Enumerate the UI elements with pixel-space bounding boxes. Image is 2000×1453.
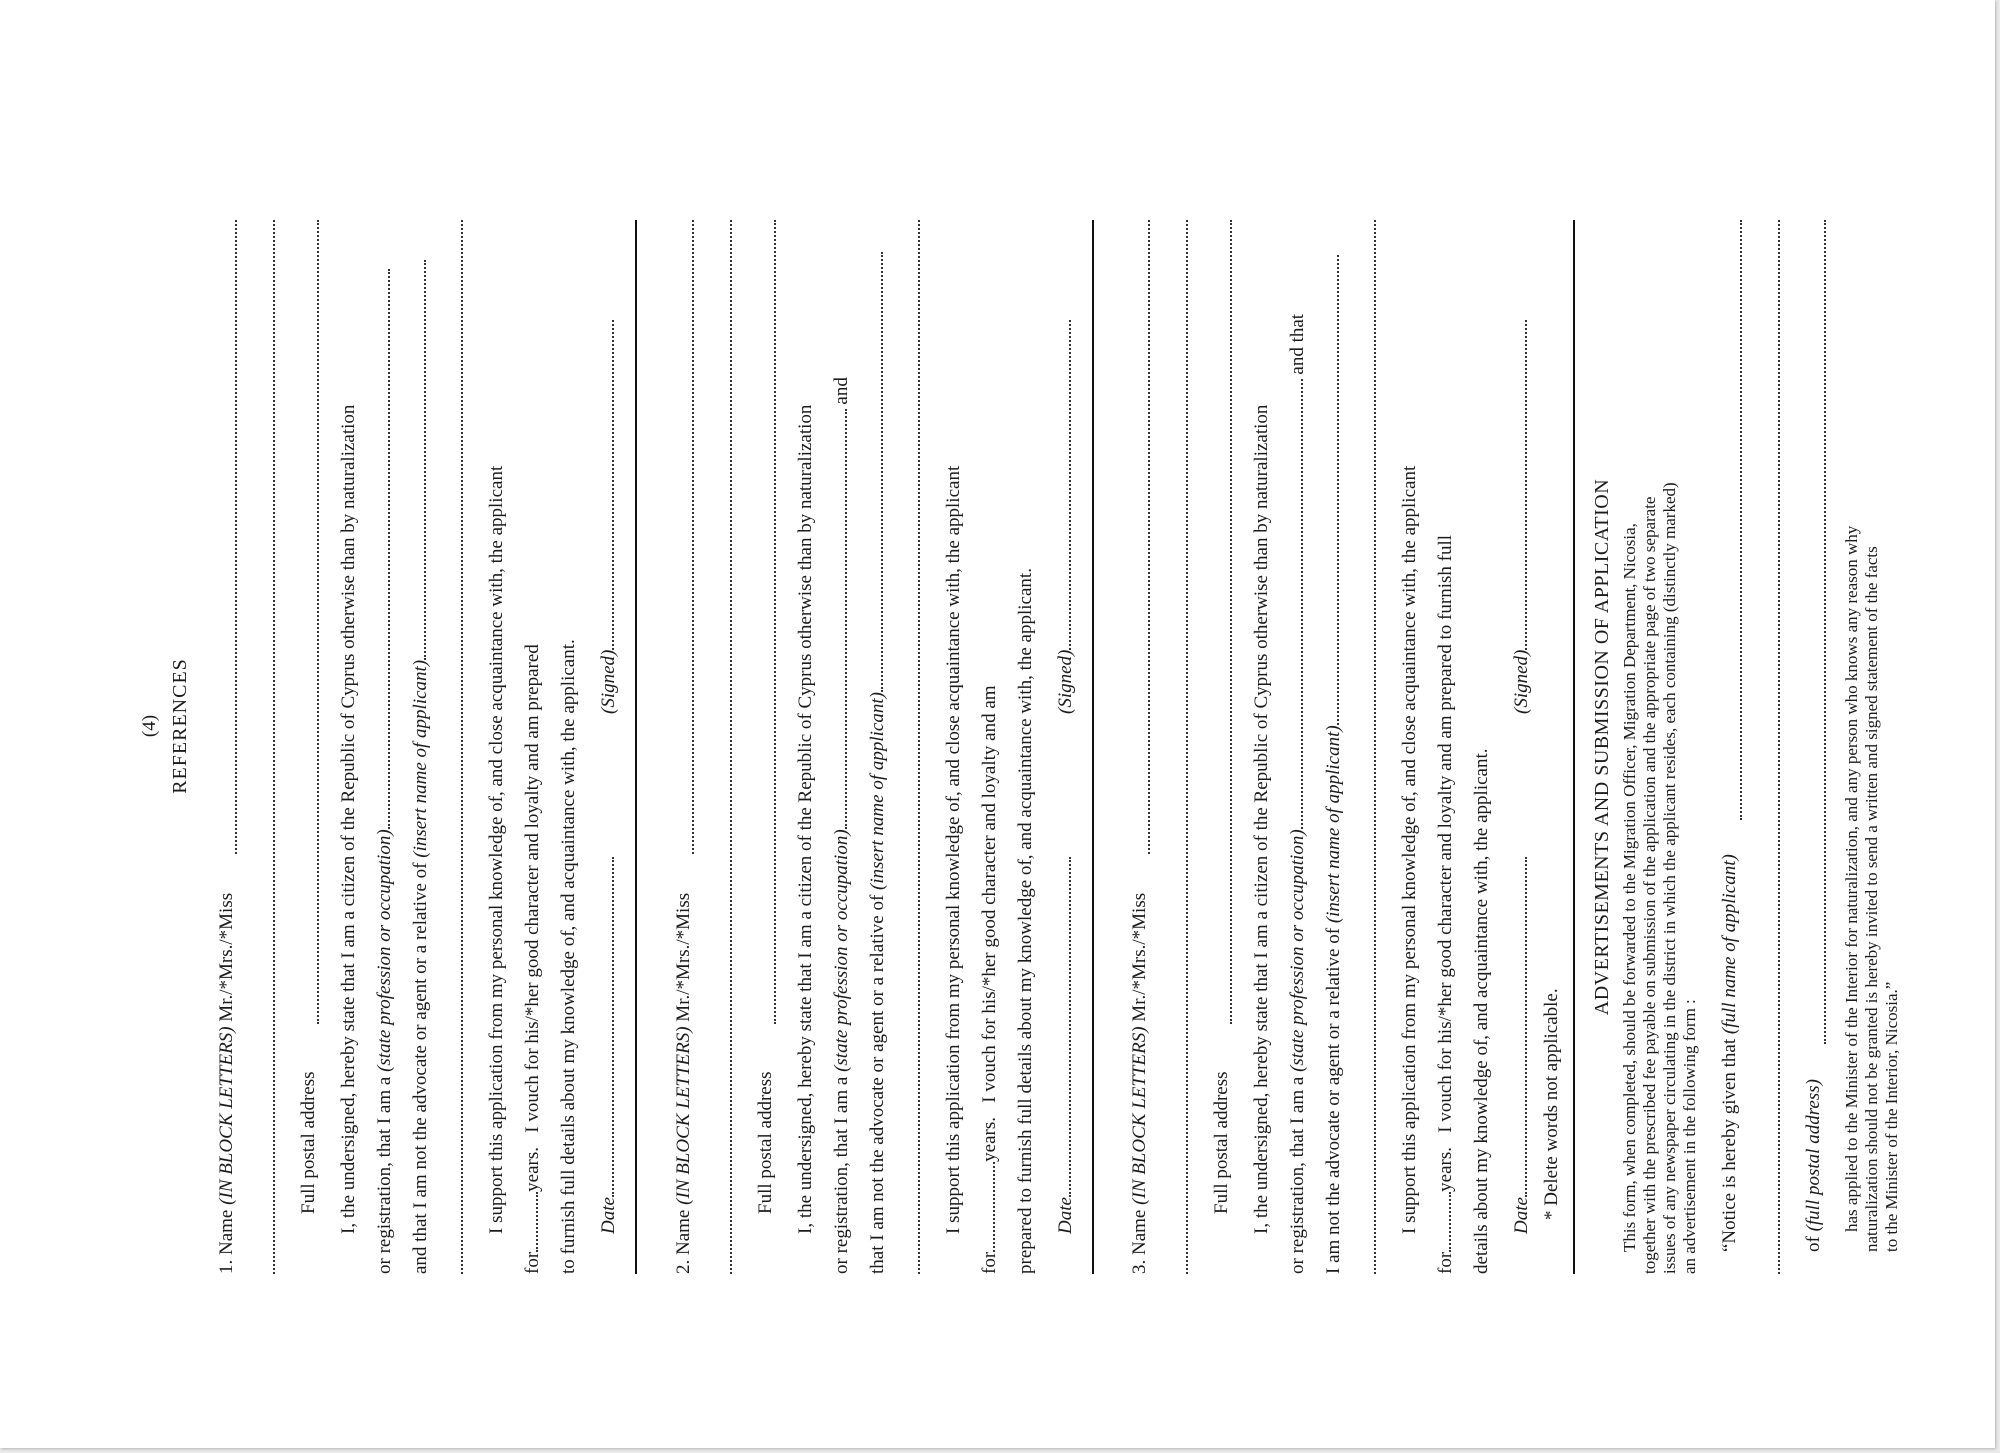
- name-fill-line-2: [730, 220, 732, 1274]
- postal-address-label: Full postal address: [755, 1071, 776, 1214]
- support-line-1: I support this application from my personal knowledge of, and close acquaintance with, the applicant: [943, 465, 964, 1234]
- footnote: * Delete words not applicable.: [1541, 988, 1562, 1220]
- name-label: 3. Name: [1129, 1209, 1150, 1274]
- support-line-2: [521, 220, 545, 1274]
- section-divider: [1092, 220, 1094, 1274]
- name-label: 1. Name: [216, 1209, 237, 1274]
- notice-fill-line: [1740, 220, 1742, 820]
- occupation-fill-line: [1301, 379, 1303, 829]
- signed-italic: (Signed): [598, 649, 619, 714]
- signature-fill-line: [1069, 320, 1071, 650]
- of-text: of: [1803, 1236, 1824, 1252]
- support-line-2: [978, 220, 1002, 1274]
- notice-fill-line-2: [1778, 220, 1780, 1274]
- statement-text: or registration, that I am a: [1287, 1076, 1308, 1274]
- references-heading: REFERENCES: [169, 658, 191, 794]
- advert-line-3: issues of any newspaper circulating in the district in which the applicant resides, each containing (distinctly marked): [1660, 482, 1679, 1274]
- statement-line-1: I, the undersigned, hereby state that I am a citizen of the Republic of Cyprus otherwise than by naturalization: [338, 404, 359, 1234]
- vouch-text: I vouch for his/*her good character and loyalty and am: [979, 685, 1000, 1103]
- advert-heading: ADVERTISEMENTS AND SUBMISSION OF APPLICATION: [1591, 478, 1613, 1016]
- occupation-fill-line: [388, 269, 390, 829]
- signed-label: [1510, 320, 1534, 714]
- signature-fill-line: [1525, 320, 1527, 650]
- notice-italic: (full name of applicant): [1719, 854, 1740, 1035]
- applicant-fill-line: [881, 252, 883, 692]
- statement-text: or registration, that I am a: [831, 1076, 852, 1274]
- occupation-italic: (state profession or occupation): [831, 829, 852, 1072]
- statement-line-3: [409, 220, 433, 1274]
- applicant-fill-line: [424, 260, 426, 660]
- name-line: [1128, 893, 1152, 1274]
- advert-line-1: This form, when completed, should be forwarded to the Migration Officer, Migration Department, Nicosia,: [1620, 523, 1639, 1252]
- statement-line-1: I, the undersigned, hereby state that I am a citizen of the Republic of Cyprus otherwise than by naturalization: [795, 404, 816, 1234]
- years-fill-line: [536, 1192, 538, 1252]
- closing-line-3: to the Minister of the Interior, Nicosia.”: [1882, 981, 1901, 1252]
- notice-text: “Notice is hereby given that: [1719, 1038, 1740, 1252]
- name-line: [215, 893, 239, 1274]
- vouch-text: I vouch for his/*her good character and loyalty and am prepared to furnish full: [1435, 534, 1456, 1133]
- years-fill-line: [993, 1162, 995, 1252]
- applicant-fill-line-2: [918, 220, 920, 1274]
- years-text: years.: [1435, 1147, 1456, 1192]
- postal-fill-line: [1230, 220, 1232, 1024]
- divider-rule: [1573, 220, 1575, 1274]
- support-line-1: I support this application from my personal knowledge of, and close acquaintance with, the applicant: [486, 465, 507, 1234]
- date-fill-line: [1069, 857, 1071, 1197]
- applicant-fill-line-2: [1374, 220, 1376, 1274]
- advert-line-4: an advertisement in the following form :: [1680, 999, 1699, 1274]
- years-fill-line: [1449, 1192, 1451, 1252]
- section-divider: [635, 220, 637, 1274]
- notice-line: [1718, 854, 1742, 1252]
- statement-text: and that I am not the advocate or agent or a relative of: [410, 862, 431, 1274]
- signed-label: [597, 320, 621, 714]
- address-fill-line: [1824, 220, 1826, 1044]
- date-label: [1510, 857, 1534, 1234]
- statement-line-2: [830, 220, 854, 1274]
- statement-line-3: [1322, 220, 1346, 1274]
- of-italic: (full postal address): [1803, 1079, 1824, 1232]
- name-titles: Mr./*Mrs./*Miss: [1129, 892, 1150, 1022]
- name-line: [672, 893, 696, 1274]
- years-text: years.: [979, 1117, 1000, 1162]
- postal-address-label: Full postal address: [1211, 1071, 1232, 1214]
- date-italic: Date: [1055, 1197, 1076, 1234]
- name-fill-line: [692, 220, 694, 854]
- date-label: [597, 857, 621, 1234]
- statement-line-3: [866, 220, 890, 1274]
- occupation-italic: (state profession or occupation): [374, 829, 395, 1072]
- statement-line-1: I, the undersigned, hereby state that I am a citizen of the Republic of Cyprus otherwise than by naturalization: [1251, 404, 1272, 1234]
- closing-line-1: has applied to the Minister of the Interior for naturalization, and any person who knows any reason why: [1842, 525, 1861, 1232]
- applicant-fill-line: [1337, 255, 1339, 725]
- date-italic: Date: [1511, 1197, 1532, 1234]
- for-text: for: [979, 1251, 1000, 1274]
- postal-fill-line: [317, 220, 319, 1024]
- of-line: [1802, 1079, 1826, 1252]
- advert-line-2: together with the prescribed fee payable on submission of the application and the appropriate page of two separate: [1640, 496, 1659, 1274]
- date-label: [1054, 857, 1078, 1234]
- date-fill-line: [612, 857, 614, 1197]
- name-titles: Mr./*Mrs./*Miss: [673, 892, 694, 1022]
- statement-line-2: [373, 220, 397, 1274]
- signed-italic: (Signed): [1511, 649, 1532, 714]
- for-text: for: [1435, 1251, 1456, 1274]
- name-fill-line: [235, 220, 237, 854]
- support-line-3: prepared to furnish full details about my knowledge of, and acquaintance with, the applicant.: [1015, 568, 1036, 1274]
- occupation-italic: (state profession or occupation): [1287, 829, 1308, 1072]
- name-fill-line-2: [1186, 220, 1188, 1274]
- applicant-italic: (insert name of applicant): [1323, 725, 1344, 924]
- name-titles: Mr./*Mrs./*Miss: [216, 892, 237, 1022]
- signed-label: [1054, 320, 1078, 714]
- statement-tail: and: [831, 377, 852, 405]
- statement-text: or registration, that I am a: [374, 1076, 395, 1274]
- statement-tail: and that: [1287, 313, 1308, 375]
- support-line-3: to furnish full details about my knowledge of, and acquaintance with, the applicant.: [558, 639, 579, 1274]
- signed-italic: (Signed): [1055, 649, 1076, 714]
- support-line-3: details about my knowledge of, and acquaintance with, the applicant.: [1471, 748, 1492, 1274]
- name-fill-line: [1148, 220, 1150, 854]
- name-block-letters: (IN BLOCK LETTERS): [673, 1026, 694, 1205]
- name-fill-line-2: [273, 220, 275, 1274]
- applicant-italic: (insert name of applicant): [410, 659, 431, 858]
- vouch-text: I vouch for his/*her good character and loyalty and am prepared: [522, 644, 543, 1133]
- occupation-fill-line: [845, 409, 847, 829]
- statement-line-2: [1286, 220, 1310, 1274]
- name-block-letters: (IN BLOCK LETTERS): [216, 1026, 237, 1205]
- statement-text: that I am not the advocate or agent or a relative of: [867, 894, 888, 1274]
- page-number: (4): [139, 714, 160, 738]
- support-line-2: [1434, 220, 1458, 1274]
- applicant-fill-line-2: [461, 220, 463, 1274]
- for-text: for: [522, 1251, 543, 1274]
- name-label: 2. Name: [673, 1209, 694, 1274]
- postal-fill-line: [774, 220, 776, 1024]
- years-text: years.: [522, 1147, 543, 1192]
- statement-text: I am not the advocate or agent or a relative of: [1323, 927, 1344, 1274]
- signature-fill-line: [612, 320, 614, 650]
- applicant-italic: (insert name of applicant): [867, 692, 888, 890]
- date-fill-line: [1525, 857, 1527, 1197]
- closing-line-2: naturalization should not be granted is hereby invited to send a written and signed statement of the facts: [1862, 546, 1881, 1252]
- postal-address-label: Full postal address: [298, 1071, 319, 1214]
- date-italic: Date: [598, 1197, 619, 1234]
- support-line-1: I support this application from my personal knowledge of, and close acquaintance with, the applicant: [1399, 465, 1420, 1234]
- name-block-letters: (IN BLOCK LETTERS): [1129, 1026, 1150, 1205]
